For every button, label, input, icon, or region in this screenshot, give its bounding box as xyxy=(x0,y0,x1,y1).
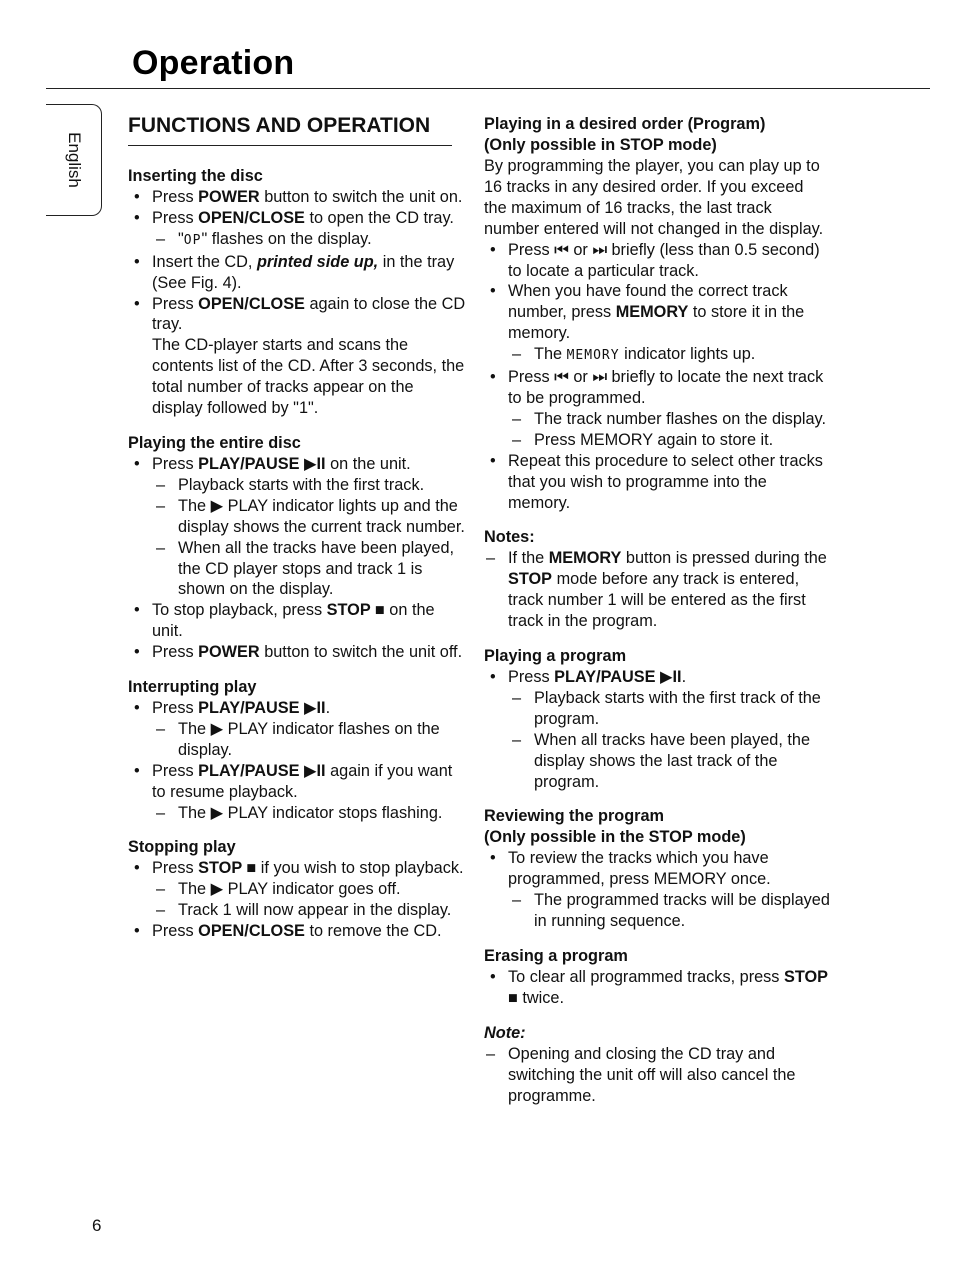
left-column xyxy=(128,114,468,942)
heading-reviewing-program-sub: (Only possible in the STOP mode) xyxy=(484,828,746,847)
section-title: FUNCTIONS AND OPERATION xyxy=(128,114,452,146)
list-item: • Repeat this procedure to select other tracks that you wish to programme into the memory. xyxy=(484,451,830,514)
list-item: • Press OPEN/CLOSE again to close the CD tray. xyxy=(128,294,468,336)
list-item: • Press OPEN/CLOSE to remove the CD. xyxy=(128,921,468,942)
heading-reviewing-program: Reviewing the program xyxy=(484,807,665,826)
list-item: • Press POWER button to switch the unit on. xyxy=(128,187,468,208)
heading-interrupting-play: Interrupting play xyxy=(128,678,257,697)
list-item: – The ▶ PLAY indicator goes off. xyxy=(128,879,468,900)
list-item: • Press PLAY/PAUSE ▶II on the unit. xyxy=(128,454,468,475)
heading-program: Playing in a desired order (Program) xyxy=(484,115,766,133)
list-item: – The track number flashes on the display. xyxy=(484,409,830,430)
list-item: • Press PLAY/PAUSE ▶II. xyxy=(128,698,468,719)
right-column xyxy=(484,114,830,1107)
program-list xyxy=(484,240,830,514)
playing-entire-list xyxy=(128,454,468,663)
list-item: – The programmed tracks will be displayed in running sequence. xyxy=(484,890,830,932)
list-item: – The MEMORY indicator lights up. xyxy=(484,344,830,367)
list-item: – When all the tracks have been played, the CD player stops and track 1 is shown on the display. xyxy=(128,538,468,601)
list-item: – The ▶ PLAY indicator lights up and the display shows the current track number. xyxy=(128,496,468,538)
list-item: • Press OPEN/CLOSE to open the CD tray. xyxy=(128,208,468,229)
lcd-text: OP xyxy=(183,232,202,248)
list-item: • Press PLAY/PAUSE ▶II again if you want to resume playback. xyxy=(128,761,468,803)
list-item: – Press MEMORY again to store it. xyxy=(484,430,830,451)
heading-playing-program: Playing a program xyxy=(484,647,627,666)
language-tab xyxy=(46,104,102,216)
list-item: • Press STOP ■ if you wish to stop playback. xyxy=(128,858,468,879)
language-tab-label: English xyxy=(64,132,84,188)
list-item: • Press PLAY/PAUSE ▶II. xyxy=(484,667,830,688)
title-rule xyxy=(46,88,930,89)
interrupting-list xyxy=(128,698,468,823)
heading-stopping-play: Stopping play xyxy=(128,838,236,857)
heading-note: Note: xyxy=(484,1023,526,1042)
list-item: – Track 1 will now appear in the display. xyxy=(128,900,468,921)
notes-list xyxy=(484,548,830,632)
heading-playing-entire-disc: Playing the entire disc xyxy=(128,433,301,452)
list-item: – If the MEMORY button is pressed during the STOP mode before any track is entered, track number 1 will be entered as the first track in the program. xyxy=(484,548,830,632)
heading-program-sub: (Only possible in STOP mode) xyxy=(484,136,717,154)
playing-program-list xyxy=(484,667,830,792)
list-item: – Opening and closing the CD tray and switching the unit off will also cancel the programme. xyxy=(484,1044,830,1107)
page-number: 6 xyxy=(92,1216,102,1235)
list-item: • To clear all programmed tracks, press STOP ■ twice. xyxy=(484,967,830,1009)
list-item: • To stop playback, press STOP ■ on the unit. xyxy=(128,600,468,642)
list-item: – When all tracks have been played, the display shows the last track of the program. xyxy=(484,730,830,793)
inserting-list xyxy=(128,187,468,335)
lcd-text: MEMORY xyxy=(566,348,620,364)
list-item: – The ▶ PLAY indicator stops flashing. xyxy=(128,803,468,824)
heading-inserting-disc: Inserting the disc xyxy=(128,167,263,185)
list-item: – The ▶ PLAY indicator flashes on the display. xyxy=(128,719,468,761)
page-title: Operation xyxy=(132,44,295,82)
stopping-list xyxy=(128,858,468,942)
list-item: • Insert the CD, printed side up, in the tray (See Fig. 4). xyxy=(128,252,468,294)
heading-notes: Notes: xyxy=(484,528,535,547)
list-item: – "OP" flashes on the display. xyxy=(128,229,468,252)
heading-erasing-program: Erasing a program xyxy=(484,947,628,966)
list-item: • Press ⏮ or ⏭ briefly to locate the next track to be programmed. xyxy=(484,367,830,409)
erasing-list xyxy=(484,967,830,1009)
list-item: • To review the tracks which you have programmed, press MEMORY once. xyxy=(484,848,830,890)
list-item: • Press ⏮ or ⏭ briefly (less than 0.5 second) to locate a particular track. xyxy=(484,240,830,282)
list-item: – Playback starts with the first track of the program. xyxy=(484,688,830,730)
note-list xyxy=(484,1044,830,1107)
reviewing-list xyxy=(484,848,830,932)
list-item: • Press POWER button to switch the unit off. xyxy=(128,642,468,663)
list-item: – Playback starts with the first track. xyxy=(128,475,468,496)
paragraph: By programming the player, you can play up to 16 tracks in any desired order. If you exceed the maximum of 16 tracks, the last track number entered will not changed in the display. xyxy=(484,157,824,238)
list-item: • When you have found the correct track number, press MEMORY to store it in the memory. xyxy=(484,281,830,344)
paragraph: The CD-player starts and scans the contents list of the CD. After 3 seconds, the total number of tracks appear on the display followed by "1". xyxy=(152,336,465,418)
